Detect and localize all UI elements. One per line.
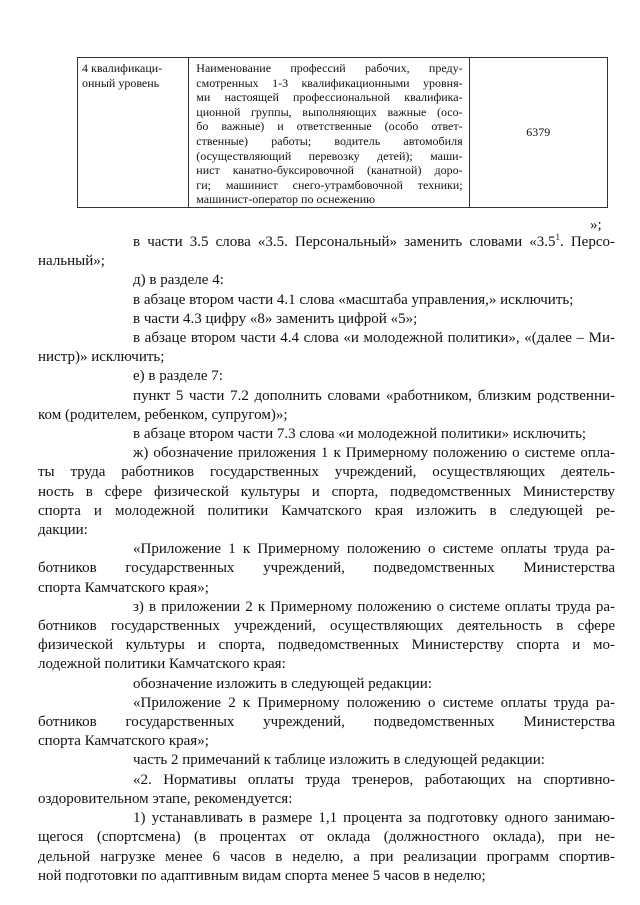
- paragraph-line: пункт 5 части 7.2 дополнить словами «работником, близким родственни-: [133, 387, 615, 404]
- paragraph: [95, 751, 615, 770]
- paragraph: [95, 425, 615, 444]
- cell-line: машинист-оператор по оснежению: [196, 192, 376, 207]
- paragraph: [38, 598, 615, 675]
- paragraph: [38, 694, 615, 752]
- paragraph-line: спорта Камчатского края»;: [38, 733, 209, 750]
- cell-line: ги; машинист снего-утрамбовочной техники;: [196, 177, 463, 192]
- cell-line: бо важные) и ответственные (особо ответ-: [196, 119, 463, 134]
- paragraph-line: спорта Камчатского края»;: [38, 579, 209, 596]
- paragraph-line: нистр)» исключить;: [38, 349, 165, 366]
- table-row: [78, 58, 608, 208]
- paragraph: [38, 232, 615, 271]
- paragraph-line: в абзаце втором части 4.4 слова «и молодежной политики», «(далее – Ми-: [133, 330, 615, 347]
- cell-line: нист канатно-буксировочной (канатной) доро-: [196, 163, 463, 178]
- paragraph-line: ботников государственных учреждений, подведомственных Министерства: [38, 560, 615, 577]
- paragraph-line: ботников государственных учреждений, подведомственных Министерства: [38, 714, 615, 731]
- paragraph-line: физической культуры и спорта, подведомственных Министерству спорта и мо-: [38, 637, 615, 654]
- paragraph-line: д) в разделе 4:: [133, 272, 224, 289]
- qualification-table: [77, 57, 608, 208]
- paragraph-line: щегося (спортсмена) (в процентах от оклада (должностного оклада), при не-: [38, 829, 615, 846]
- paragraph-line: нальный»;: [38, 253, 105, 270]
- paragraph-line: «Приложение 2 к Примерному положению о системе оплаты труда ра-: [133, 694, 615, 711]
- paragraph: [38, 444, 615, 540]
- cell-line: (осуществляющий перевозку детей); маши-: [196, 148, 463, 163]
- paragraph: [38, 809, 615, 886]
- paragraph-line: ты труда работников государственных учреждений, осуществляющих деятель-: [38, 464, 615, 481]
- paragraph-line: е) в разделе 7:: [133, 368, 223, 385]
- paragraph-line: ность в сфере физической культуры и спорта, подведомственных Министерству: [38, 483, 615, 500]
- paragraph: [95, 675, 615, 694]
- paragraph: [38, 329, 615, 367]
- paragraph-line: з) в приложении 2 к Примерному положению о системе оплаты труда ра-: [133, 598, 615, 615]
- paragraph-line: 1) устанавливать в размере 1,1 процента за подготовку одного занимаю-: [133, 810, 615, 827]
- paragraph: [38, 771, 615, 809]
- qualification-level-cell: [78, 58, 189, 208]
- paragraph: [38, 540, 615, 598]
- paragraph-line: [95, 233, 615, 252]
- cell-line: 4 квалификаци-: [82, 61, 163, 75]
- paragraph-line: в абзаце втором части 7.3 слова «и молодежной политики» исключить;: [133, 426, 587, 443]
- paragraph-line: оздоровительном этапе, рекомендуется:: [38, 790, 293, 807]
- paragraph-line: ж) обозначение приложения 1 к Примерному положению о системе опла-: [133, 445, 615, 462]
- professions-cell: [189, 58, 469, 208]
- paragraph: [95, 310, 615, 329]
- closing-quote-mark: »;: [590, 217, 602, 233]
- paragraph: [95, 291, 615, 310]
- paragraph-line: часть 2 примечаний к таблице изложить в следующей редакции:: [133, 752, 545, 769]
- line-text: в части 3.5 слова «3.5. Персональный» заменить словами «3.5: [133, 234, 556, 250]
- line-text: . Персо-: [559, 234, 615, 250]
- paragraph-line: в абзаце втором части 4.1 слова «масштаба управления,» исключить;: [133, 291, 574, 308]
- cell-line: ми настоящей профессиональной квалифика-: [196, 90, 463, 105]
- paragraph: [38, 387, 615, 425]
- paragraph: [95, 367, 615, 386]
- paragraph-line: лодежной политики Камчатского края:: [38, 656, 286, 673]
- superscript: 1: [555, 232, 560, 242]
- paragraph-line: ной подготовки по адаптивным видам спорта менее 5 часов в неделю;: [38, 867, 486, 884]
- cell-line: Наименование профессий рабочих, преду-: [196, 61, 463, 75]
- body-text: [38, 232, 615, 886]
- paragraph-line: «2. Нормативы оплаты труда тренеров, работающих на спортивно-: [133, 771, 615, 788]
- paragraph-line: спорта и молодежной политики Камчатского края изложить в следующей ре-: [38, 502, 615, 519]
- salary-value-cell: 6379: [469, 58, 607, 208]
- paragraph: [95, 271, 615, 290]
- cell-line: ственные) работы; водитель автомобиля: [196, 133, 463, 148]
- paragraph-line: обозначение изложить в следующей редакции:: [133, 675, 432, 692]
- paragraph-line: «Приложение 1 к Примерному положению о системе оплаты труда ра-: [133, 541, 615, 558]
- paragraph-line: ком (родителем, ребенком, супругом)»;: [38, 406, 288, 423]
- paragraph-line: дельной нагрузке менее 6 часов в неделю, а при реализации программ спортив-: [38, 848, 615, 865]
- cell-line: онный уровень: [82, 75, 160, 90]
- paragraph-line: дакции:: [38, 522, 88, 539]
- cell-line: ционной группы, выполняющих важные (осо-: [196, 104, 463, 119]
- cell-line: смотренных 1-3 квалификационными уровня-: [196, 75, 463, 90]
- paragraph-line: ботников государственных учреждений, осуществляющих деятельность в сфере: [38, 618, 615, 635]
- paragraph-line: в части 4.3 цифру «8» заменить цифрой «5»;: [133, 310, 418, 327]
